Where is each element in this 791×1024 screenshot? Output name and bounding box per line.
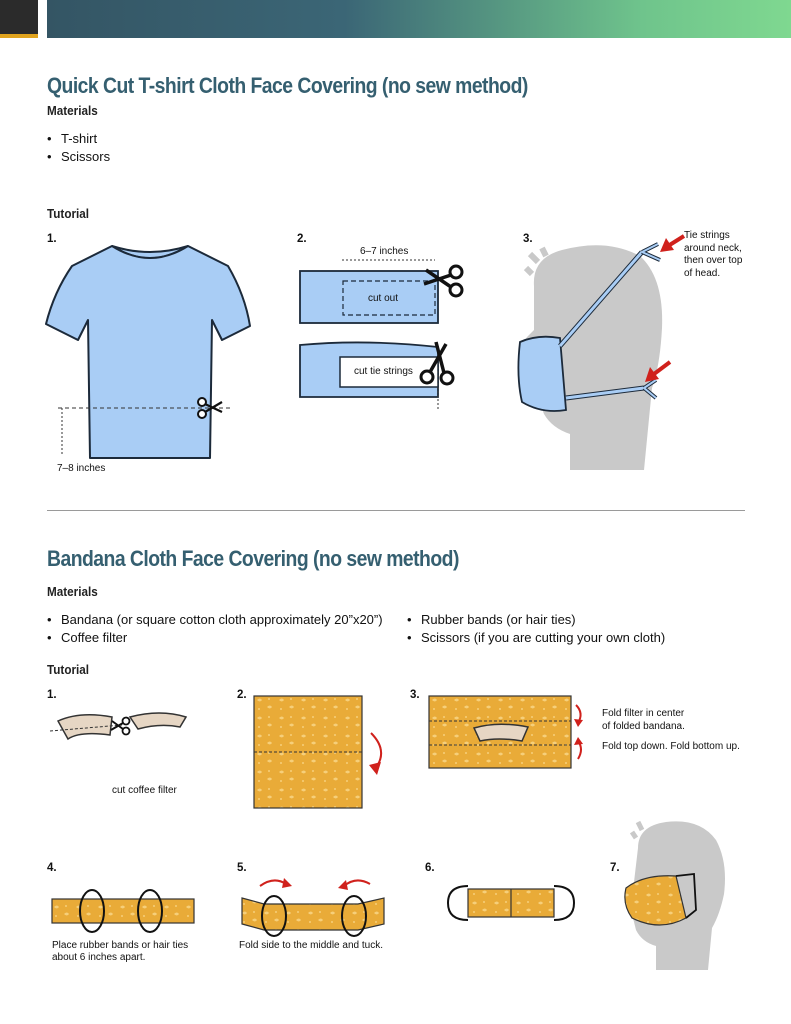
step-number: 1. [47,233,57,245]
cut-measure-label: 6–7 inches [360,246,409,257]
head-with-mask-illustration [512,238,682,473]
step-number: 3. [410,689,420,701]
filter-fold-note [602,707,685,733]
step-number: 1. [47,689,57,701]
tshirt-measure-label: 7–8 inches [57,463,106,474]
arrow-icon [642,360,672,384]
material-item: • Scissors (if you are cutting your own cloth) [407,630,665,645]
section2-tutorial-heading: Tutorial [47,662,90,677]
step-number: 4. [47,862,57,874]
fold-direction-note: Fold top down. Fold bottom up. [602,741,740,752]
step-number: 5. [237,862,247,874]
cut-tie-strings-label: cut tie strings [354,366,413,377]
section1-materials-heading: Materials [47,103,98,118]
scissors-icon [196,396,226,420]
scissors-icon [418,342,458,386]
scissors-icon [422,262,466,300]
note-line: of head. [684,267,721,279]
note-line: then over top [684,255,743,266]
step-number: 2. [297,233,307,245]
caption-line: Place rubber bands or hair ties [52,940,189,951]
step-number: 6. [425,862,435,874]
material-item: • Rubber bands (or hair ties) [407,612,576,627]
arrow-icon [656,232,686,254]
fold-sides-illustration [238,872,388,938]
header-accent-line [0,34,38,38]
material-item: • Scissors [47,149,110,164]
step-number: 2. [237,689,247,701]
cut-out-label: cut out [368,293,399,304]
bandana-band-rubber-bands [50,884,200,936]
caption-line: about 6 inches apart. [52,952,146,963]
step-number: 7. [610,862,620,874]
tshirt-illustration [40,240,260,470]
section-divider [47,510,745,511]
scissors-icon [110,716,132,736]
note-line: Tie strings [684,230,730,241]
header-gradient-bar [47,0,791,38]
filter-caption: cut coffee filter [112,785,177,796]
header-block [0,0,38,38]
material-item: • Coffee filter [47,630,127,645]
section2-title: Bandana Cloth Face Covering (no sew method) [47,546,459,571]
finished-mask-illustration [446,880,576,926]
section1-title: Quick Cut T-shirt Cloth Face Covering (no sew method) [47,73,528,98]
section1-tutorial-heading: Tutorial [47,206,90,221]
note-line: of folded bandana. [602,721,685,732]
note-line: Fold filter in center [602,708,685,719]
section2-materials-heading: Materials [47,584,98,599]
folded-bandana-illustration [428,695,593,770]
material-item: • Bandana (or square cotton cloth approximately 20”x20”) [47,612,383,627]
step-number: 3. [523,233,533,245]
rubber-bands-caption [52,940,188,964]
material-item: • T-shirt [47,131,97,146]
fold-sides-caption: Fold side to the middle and tuck. [239,940,383,951]
head-with-bandana-mask [620,818,730,973]
note-line: around neck, [684,242,742,254]
tie-strings-note [684,230,742,280]
bandana-square-illustration [253,695,393,810]
